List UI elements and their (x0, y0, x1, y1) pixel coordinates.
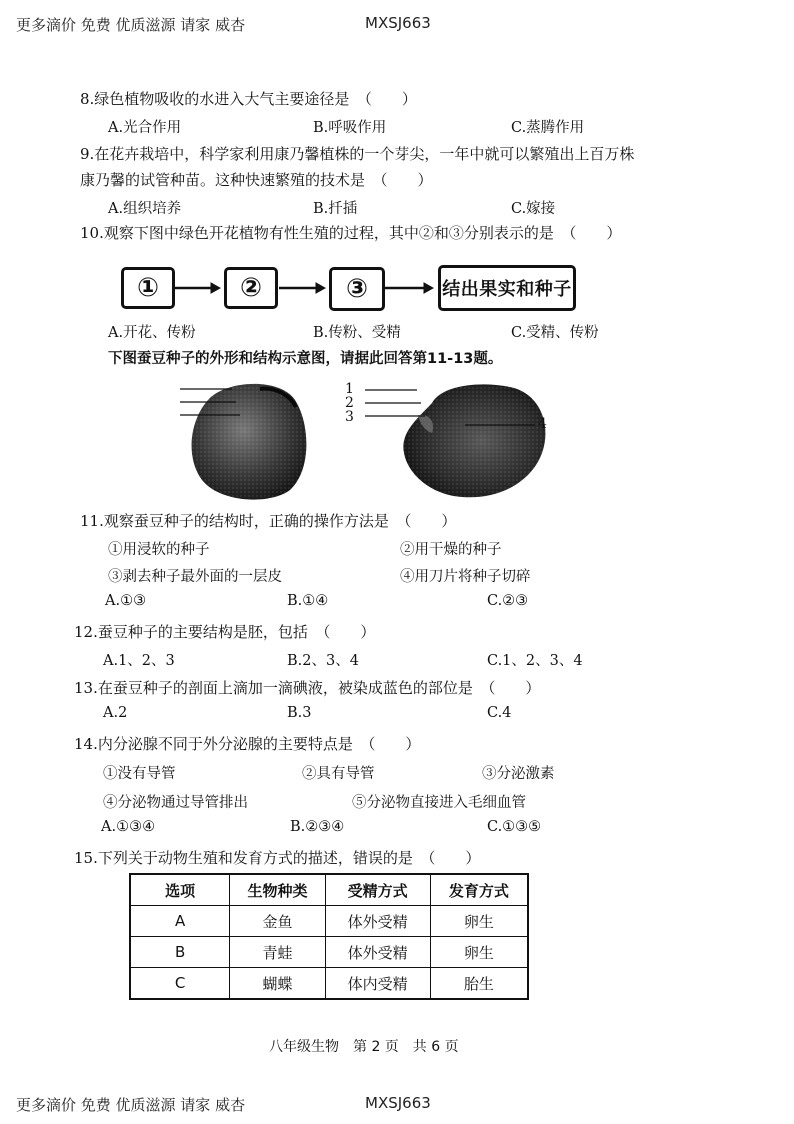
top-banner-text: 更多滴价 免费 优质滋源 请家 威杏 (16, 16, 246, 34)
q9-option-a: A.组织培养 (108, 201, 182, 217)
q9-option-b: B.扦插 (313, 201, 358, 217)
table-cell: 胎生 (430, 968, 528, 1000)
q11-option-c: C.②③ (487, 593, 529, 609)
q10-option-a: A.开花、传粉 (108, 325, 196, 341)
q10-stem: 10.观察下图中绿色开花植物有性生殖的过程，其中②和③分别表示的是 （ ） (80, 224, 622, 242)
seed-exterior-image (192, 384, 307, 500)
table-header-row (130, 874, 528, 906)
q9-stem-line2: 康乃馨的试管种苗。这种快速繁殖的技术是 （ ） (80, 171, 433, 189)
q14-statement-2: ②具有导管 (302, 766, 375, 782)
q11-option-a: A.①③ (105, 593, 147, 609)
q11-statement-2: ②用干燥的种子 (400, 542, 502, 558)
q14-option-b: B.②③④ (290, 819, 345, 835)
bottom-banner-text: 更多滴价 免费 优质滋源 请家 威杏 (16, 1096, 246, 1114)
flow-arrowhead-2 (316, 283, 325, 293)
flow-arrowhead-3 (424, 283, 433, 293)
flow-step-3-label: ③ (345, 274, 368, 304)
q8-option-a: A.光合作用 (108, 120, 182, 136)
q8-option-b: B.呼吸作用 (313, 120, 387, 136)
table-row (130, 906, 528, 937)
q9-stem-line1: 9.在花卉栽培中，科学家利用康乃馨植株的一个芽尖，一年中就可以繁殖出上百万株 (80, 145, 635, 163)
table-cell: 卵生 (430, 906, 528, 937)
table-row (130, 937, 528, 968)
q14-option-c: C.①③⑤ (487, 819, 542, 835)
table-header-cell: 受精方式 (325, 874, 430, 906)
q12-option-c: C.1、2、3、4 (487, 653, 583, 669)
table-cell: B (130, 937, 230, 968)
flow-arrowhead-1 (211, 283, 220, 293)
seed-label-2: 2 (345, 395, 354, 411)
q9-option-c: C.嫁接 (511, 201, 556, 217)
table-cell: 卵生 (430, 937, 528, 968)
flow-arrows (0, 0, 794, 330)
q15-stem: 15.下列关于动物生殖和发育方式的描述，错误的是 （ ） (74, 849, 481, 867)
table-cell: A (130, 906, 230, 937)
q14-statement-1: ①没有导管 (103, 766, 176, 782)
q8-option-c: C.蒸腾作用 (511, 120, 585, 136)
table-cell: 体外受精 (325, 906, 430, 937)
bottom-banner-code: MXSJ663 (365, 1094, 431, 1112)
table-cell: 蝴蝶 (230, 968, 325, 1000)
q13-option-c: C.4 (487, 705, 512, 721)
table-header-cell: 发育方式 (430, 874, 528, 906)
q10-option-c: C.受精、传粉 (511, 325, 599, 341)
q10-option-b: B.传粉、受精 (313, 325, 401, 341)
flow-result-label: 结出果实和种子 (442, 279, 572, 300)
q14-option-a: A.①③④ (101, 819, 156, 835)
q14-statement-5: ⑤分泌物直接进入毛细血管 (352, 795, 526, 811)
table-cell: 体内受精 (325, 968, 430, 1000)
seed-label-4: 4 (538, 416, 547, 432)
flow-step-2-label: ② (239, 273, 262, 303)
seed-figure-intro: 下图蚕豆种子的外形和结构示意图，请据此回答第11-13题。 (108, 351, 503, 367)
table-header-cell: 选项 (130, 874, 230, 906)
q8-stem: 8.绿色植物吸收的水进入大气主要途径是 （ ） (80, 90, 417, 108)
q11-statement-1: ①用浸软的种子 (108, 542, 210, 558)
q14-statement-4: ④分泌物通过导管排出 (103, 795, 248, 811)
q13-option-a: A.2 (103, 705, 128, 721)
q13-option-b: B.3 (287, 705, 312, 721)
q14-statement-3: ③分泌激素 (482, 766, 555, 782)
q11-statement-4: ④用刀片将种子切碎 (400, 569, 531, 585)
q11-statement-3: ③剥去种子最外面的一层皮 (108, 569, 282, 585)
table-cell: 体外受精 (325, 937, 430, 968)
table-cell: 青蛙 (230, 937, 325, 968)
seed-leader-lines-overlay (365, 385, 545, 445)
seed-label-3: 3 (345, 409, 354, 425)
q12-option-b: B.2、3、4 (287, 653, 359, 669)
table-row (130, 968, 528, 1000)
q11-option-b: B.①④ (287, 593, 329, 609)
q14-stem: 14.内分泌腺不同于外分泌腺的主要特点是 （ ） (74, 735, 421, 753)
seed-label-1: 1 (345, 381, 354, 397)
q13-stem: 13.在蚕豆种子的剖面上滴加一滴碘液，被染成蓝色的部位是 （ ） (74, 679, 541, 697)
table-cell: 金鱼 (230, 906, 325, 937)
q12-option-a: A.1、2、3 (103, 653, 175, 669)
table-header-cell: 生物种类 (230, 874, 325, 906)
top-banner-code: MXSJ663 (365, 14, 431, 32)
table-cell: C (130, 968, 230, 1000)
q12-stem: 12.蚕豆种子的主要结构是胚，包括 （ ） (74, 623, 376, 641)
flow-step-1-label: ① (136, 273, 159, 303)
q11-stem: 11.观察蚕豆种子的结构时，正确的操作方法是 （ ） (80, 512, 457, 530)
page-footer: 八年级生物 第 2 页 共 6 页 (269, 1039, 459, 1055)
q15-table (129, 873, 529, 1000)
